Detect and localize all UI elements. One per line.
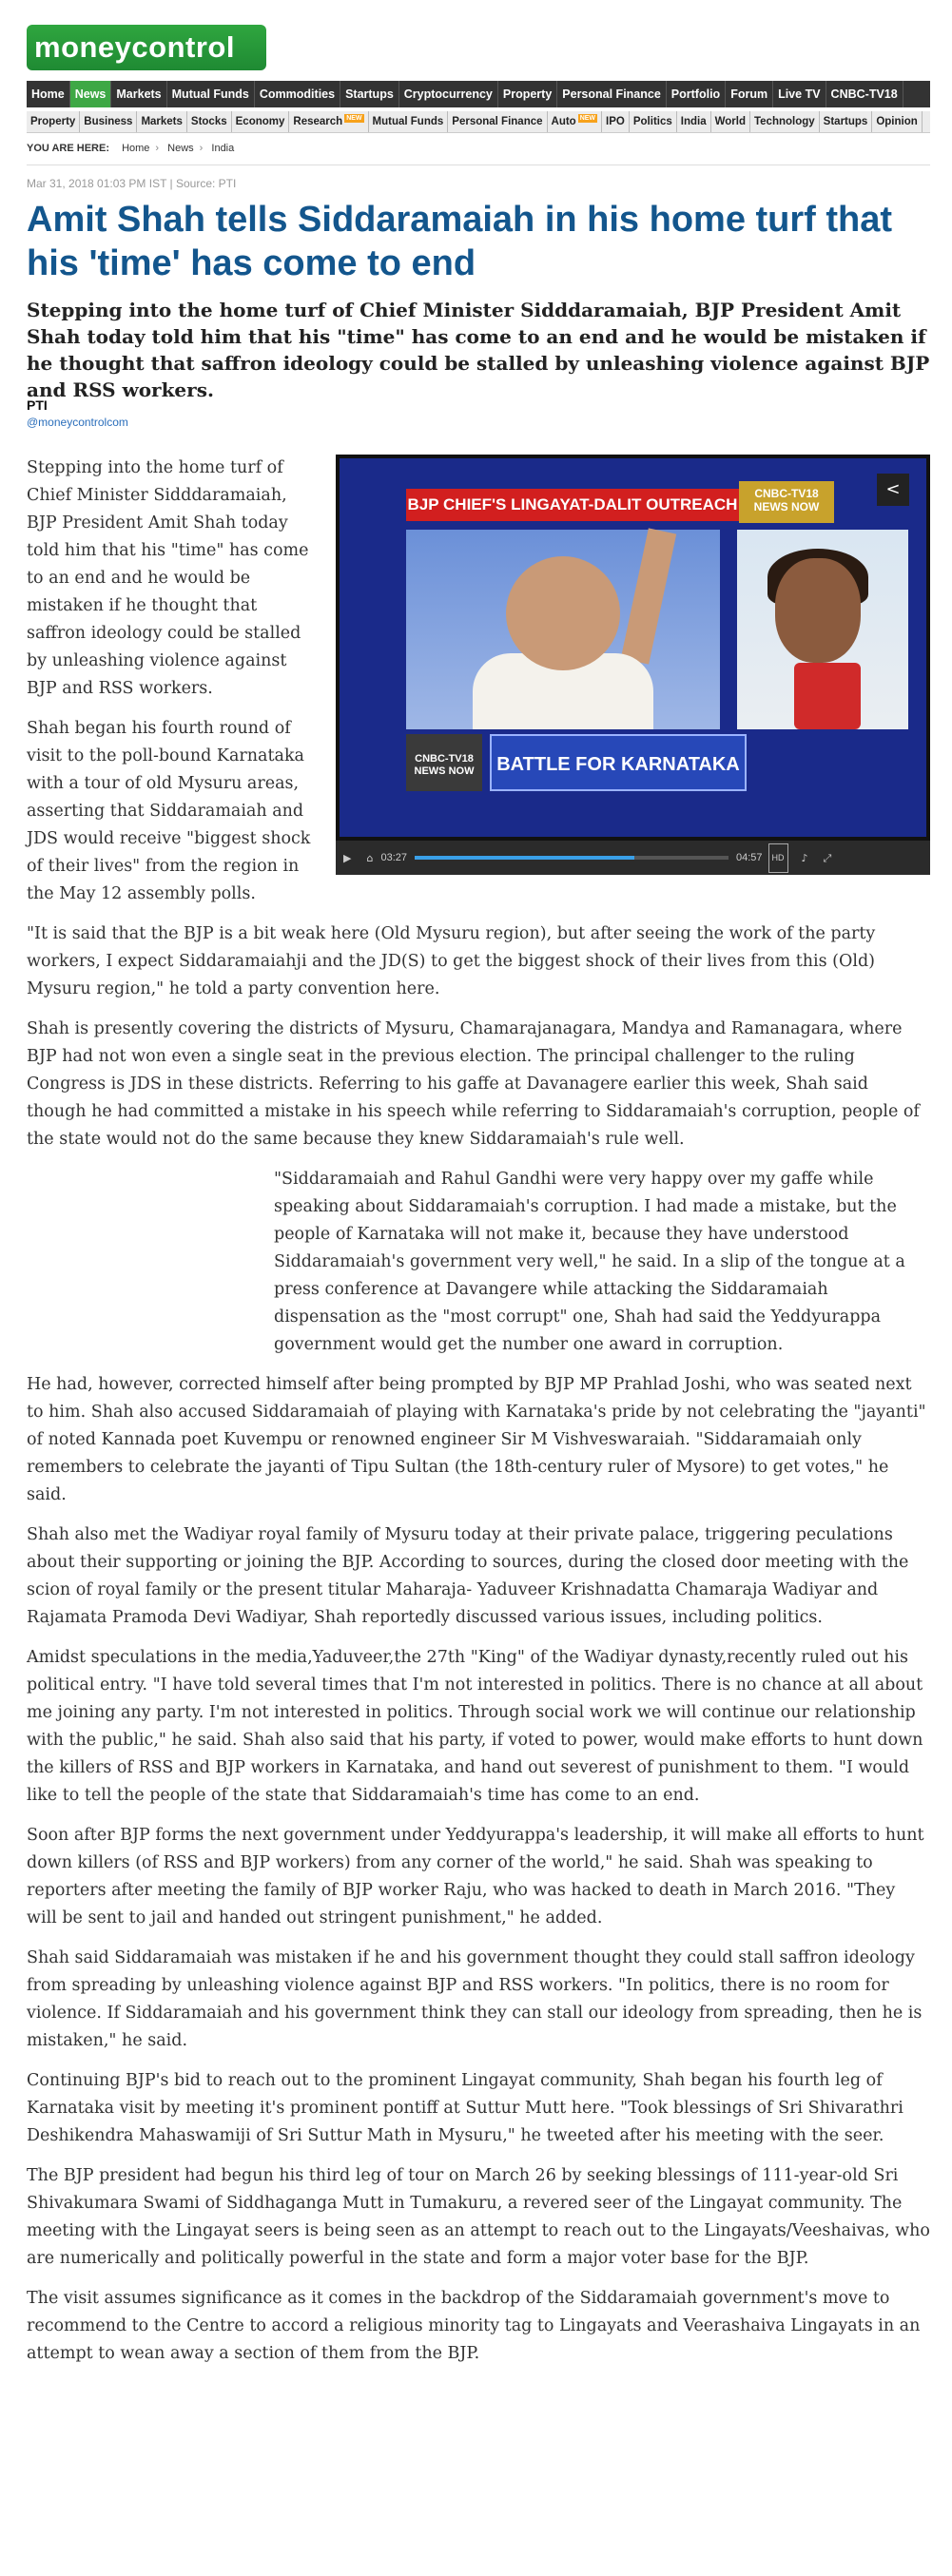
paragraph: The BJP president had begun his third leg of tour on March 26 by seeking blessings of 111-year-old Sri Shivakumara Swami of Siddhaganga Mutt in Tumakuru, a revered seer of the Lingayat community. The meeting with the Lingayat seers is being seen as an attempt to reach out to the Lingayats/Veeshaivas, who are numerically and politically powerful in the state and form a major voter base for the BJP.: [27, 2166, 930, 2268]
subnav-item[interactable]: [677, 111, 711, 132]
subnav-label: IPO: [606, 116, 625, 127]
breadcrumb-sep: ›: [199, 143, 204, 154]
breadcrumb-india[interactable]: India: [211, 143, 235, 154]
subnav-label: World: [714, 116, 746, 127]
nav-item[interactable]: Portfolio: [667, 81, 726, 107]
subnav-item[interactable]: [548, 111, 603, 132]
video-caption: BATTLE FOR KARNATAKA: [490, 734, 747, 791]
paragraph: Shah is presently covering the districts of Mysuru, Chamarajanagara, Mandya and Ramanagara, where BJP had not won even a single seat in the previous election. The principal challenger to the ruling Congress is JDS in these districts. Referring to his gaffe at Davanagere earlier this week, Shah said though he had committed a mistake in his speech while referring to Siddaramaiah's corruption, people of the state would not do the same because they knew Siddaramaiah's rule well.: [27, 1019, 920, 1149]
paragraph: Continuing BJP's bid to reach out to the prominent Lingayat community, Shah began his fourth leg of Karnataka visit by meeting it's prominent pontiff at Suttur Mutt here. "Took blessings of Sri Shivarathri Deshikendra Mahaswamiji of Sri Suttur Math in Mysuru," he tweeted after his meeting with the seer.: [27, 2071, 903, 2145]
subnav-item[interactable]: [369, 111, 449, 132]
subnav-item[interactable]: [711, 111, 750, 132]
subnav-item[interactable]: [289, 111, 368, 132]
new-badge: NEW: [579, 115, 596, 122]
quote-block: [274, 1166, 930, 1359]
author-handle[interactable]: @moneycontrolcom: [27, 416, 128, 429]
nav-item[interactable]: Forum: [726, 81, 773, 107]
subnav-label: Technology: [753, 116, 815, 127]
nav-item[interactable]: News: [70, 81, 112, 107]
video-controls: [336, 841, 930, 875]
paragraph: The visit assumes significance as it comes in the backdrop of the Siddaramaiah government's move to recommend to the Centre to accord a religious minority tag to Lingayats and Veerashaiva Lingayats in an attempt to wean away a section of them from the BJP.: [27, 2289, 921, 2363]
video-player[interactable]: [336, 455, 930, 875]
nav-item[interactable]: Home: [27, 81, 70, 107]
cnbc-logo: CNBC-TV18 NEWS NOW: [406, 734, 482, 791]
video-image-reporter: [737, 530, 908, 729]
nav-item[interactable]: Startups: [340, 81, 399, 107]
seek-bar[interactable]: [415, 856, 729, 860]
paragraph: Soon after BJP forms the next government under Yeddyurappa's leadership, it will make all efforts to hunt down killers (of RSS and BJP workers) from any corner of the world," he said. Shah was speaking to reporters after meeting the family of BJP worker Raju, who was hacked to death in March 2016. "They will be sent to jail and handed out stringent punishment," he added.: [27, 1826, 924, 1927]
subnav-label: Personal Finance: [452, 116, 543, 127]
author-name[interactable]: PTI: [27, 397, 48, 413]
nav-item[interactable]: Commodities: [255, 81, 340, 107]
paragraph: Shah said Siddaramaiah was mistaken if he and his government thought they could stall saffron ideology from spreading by unleashing violence against BJP and RSS workers. "In politics, there is no room for violence. If Siddaramaiah and his government think they can stall our ideology from spreading, then he is mistaken," he said.: [27, 1948, 923, 2050]
paragraph: "It is said that the BJP is a bit weak here (Old Mysuru region), but after seeing the work of the party workers, I expect Siddaramaiahji and the JD(S) to get the biggest shock of their lives from this (Old) Mysuru region," he told a party convention here.: [27, 924, 876, 998]
subnav-item[interactable]: [820, 111, 873, 132]
subnav-label: Startups: [823, 116, 868, 127]
nav-item[interactable]: Personal Finance: [557, 81, 667, 107]
share-icon[interactable]: <: [877, 474, 909, 506]
nav-item[interactable]: Cryptocurrency: [399, 81, 498, 107]
paragraph: Stepping into the home turf of Chief Minister Sidddaramaiah, BJP President Amit Shah today told him that his "time" has come to an end and he would be mistaken if he thought that saffron ideology could be stalled by unleashing violence against BJP and RSS workers.: [27, 458, 309, 698]
nav-item[interactable]: Live TV: [773, 81, 826, 107]
breadcrumb-sep: ›: [155, 143, 160, 154]
home-icon[interactable]: ⌂: [366, 851, 374, 864]
main-nav: [27, 81, 930, 107]
article-body: [27, 455, 930, 2380]
subnav-item[interactable]: [232, 111, 290, 132]
subnav-item[interactable]: [872, 111, 922, 132]
subnav-label: Politics: [632, 116, 672, 127]
breadcrumb-label: YOU ARE HERE:: [27, 143, 109, 154]
subnav-item[interactable]: [750, 111, 820, 132]
video-frame[interactable]: [340, 458, 926, 837]
breadcrumb: [27, 143, 240, 154]
paragraph: Shah began his fourth round of visit to the poll-bound Karnataka with a tour of old Mysuru areas, asserting that Siddaramaiah and JDS would receive "biggest shock of their lives" from the region in the May 12 assembly polls.: [27, 719, 311, 903]
subnav-label: Stocks: [190, 116, 227, 127]
subnav-item[interactable]: [27, 111, 80, 132]
subnav-item[interactable]: [448, 111, 547, 132]
paragraph: Shah also met the Wadiyar royal family of Mysuru today at their private palace, triggering peculations about their supporting or joining the BJP. According to sources, during the closed door meeting with the scion of royal family or the present titular Maharaja- Yaduveer Krishnadatta Chamaraja Wadiyar and Rajamata Pramoda Devi Wadiyar, Shah reportedly discussed various issues, including politics.: [27, 1525, 909, 1627]
nav-item[interactable]: Markets: [111, 81, 166, 107]
paragraph: Amidst speculations in the media,Yaduveer,the 27th "King" of the Wadiyar dynasty,recently ruled out his political entry. "I have told several times that I'm not interested in politics. There is no chance at all about me joining any party. I'm not interested in politics. Through social work we will continue our relationship with the public," he said. Shah also said that his party, if voted to power, would make efforts to hunt down the killers of RSS and BJP workers in Karnataka, and hand out severest of punishment to them. "I would like to tell the people of the state that Siddaramaiah's time has come to an end.: [27, 1648, 923, 1805]
subnav-item[interactable]: [137, 111, 186, 132]
subnav-label: Markets: [141, 116, 183, 127]
subnav-label: Opinion: [876, 116, 918, 127]
new-badge: NEW: [346, 115, 362, 122]
subnav-label: Economy: [235, 116, 285, 127]
paragraphs-after: [27, 1371, 930, 2368]
seek-progress: [415, 856, 634, 860]
nav-item[interactable]: Property: [498, 81, 557, 107]
article-title: Amit Shah tells Siddaramaiah in his home turf that his 'time' has come to end: [27, 200, 893, 283]
breadcrumb-news[interactable]: News: [167, 143, 194, 154]
time-current: 03:27: [380, 851, 407, 863]
play-icon[interactable]: ▶: [343, 851, 352, 864]
article-meta: Mar 31, 2018 01:03 PM IST | Source: PTI: [27, 177, 237, 190]
video-image-speaker: [406, 530, 720, 729]
subnav-item[interactable]: [187, 111, 232, 132]
subnav-label: Business: [84, 116, 133, 127]
paragraph: He had, however, corrected himself after being prompted by BJP MP Prahlad Joshi, who was seated next to him. Shah also accused Siddaramaiah of playing with Karnataka's pride by not celebrating the "jayanti" of noted Kannada poet Kuvempu or renowned engineer Sir M Vishveswaraiah. "Siddaramaiah only remembers to celebrate the jayanti of Tipu Sultan (the 18th-century ruler of Mysore) to get votes," he said.: [27, 1375, 926, 1504]
subnav-label: Research: [293, 116, 343, 127]
video-banner: BJP CHIEF'S LINGAYAT-DALIT OUTREACH: [406, 489, 739, 521]
quote-paragraph: "Siddaramaiah and Rahul Gandhi were very happy over my gaffe while speaking about Siddaramaiah's corruption. I had made a mistake, but the people of Karnataka will not make it, because they have understood Siddaramaiah's government very well," he said. In a slip of the tongue at a press conference at Davangere while attacking the Siddaramaiah dispensation as the "most corrupt" one, Shah had said the Yeddyurappa government would get the number one award in corruption.: [274, 1170, 905, 1354]
breadcrumb-home[interactable]: Home: [122, 143, 150, 154]
hd-toggle[interactable]: HD: [768, 843, 788, 873]
article-subtitle: Stepping into the home turf of Chief Minister Sidddaramaiah, BJP President Amit Shah today told him that his "time" has come to an end and he would be mistaken if he thought that saffron ideology could be stalled by unleashing violence against BJP and RSS workers.: [27, 299, 930, 401]
sub-nav: [27, 111, 930, 133]
subnav-item[interactable]: [630, 111, 677, 132]
fullscreen-icon[interactable]: ⤢: [823, 851, 832, 864]
time-total: 04:57: [735, 851, 763, 863]
subnav-label: Property: [30, 116, 76, 127]
subnav-item[interactable]: [80, 111, 137, 132]
subnav-item[interactable]: [602, 111, 630, 132]
subnav-label: Mutual Funds: [372, 116, 444, 127]
subnav-label: Auto: [551, 116, 576, 127]
moneycontrol-logo[interactable]: moneycontrol: [27, 25, 266, 70]
nav-item[interactable]: Mutual Funds: [167, 81, 255, 107]
nav-item[interactable]: CNBC-TV18: [826, 81, 903, 107]
news-now-logo: CNBC-TV18 NEWS NOW: [739, 481, 834, 523]
subnav-label: India: [680, 116, 707, 127]
volume-icon[interactable]: ♪: [801, 851, 808, 864]
